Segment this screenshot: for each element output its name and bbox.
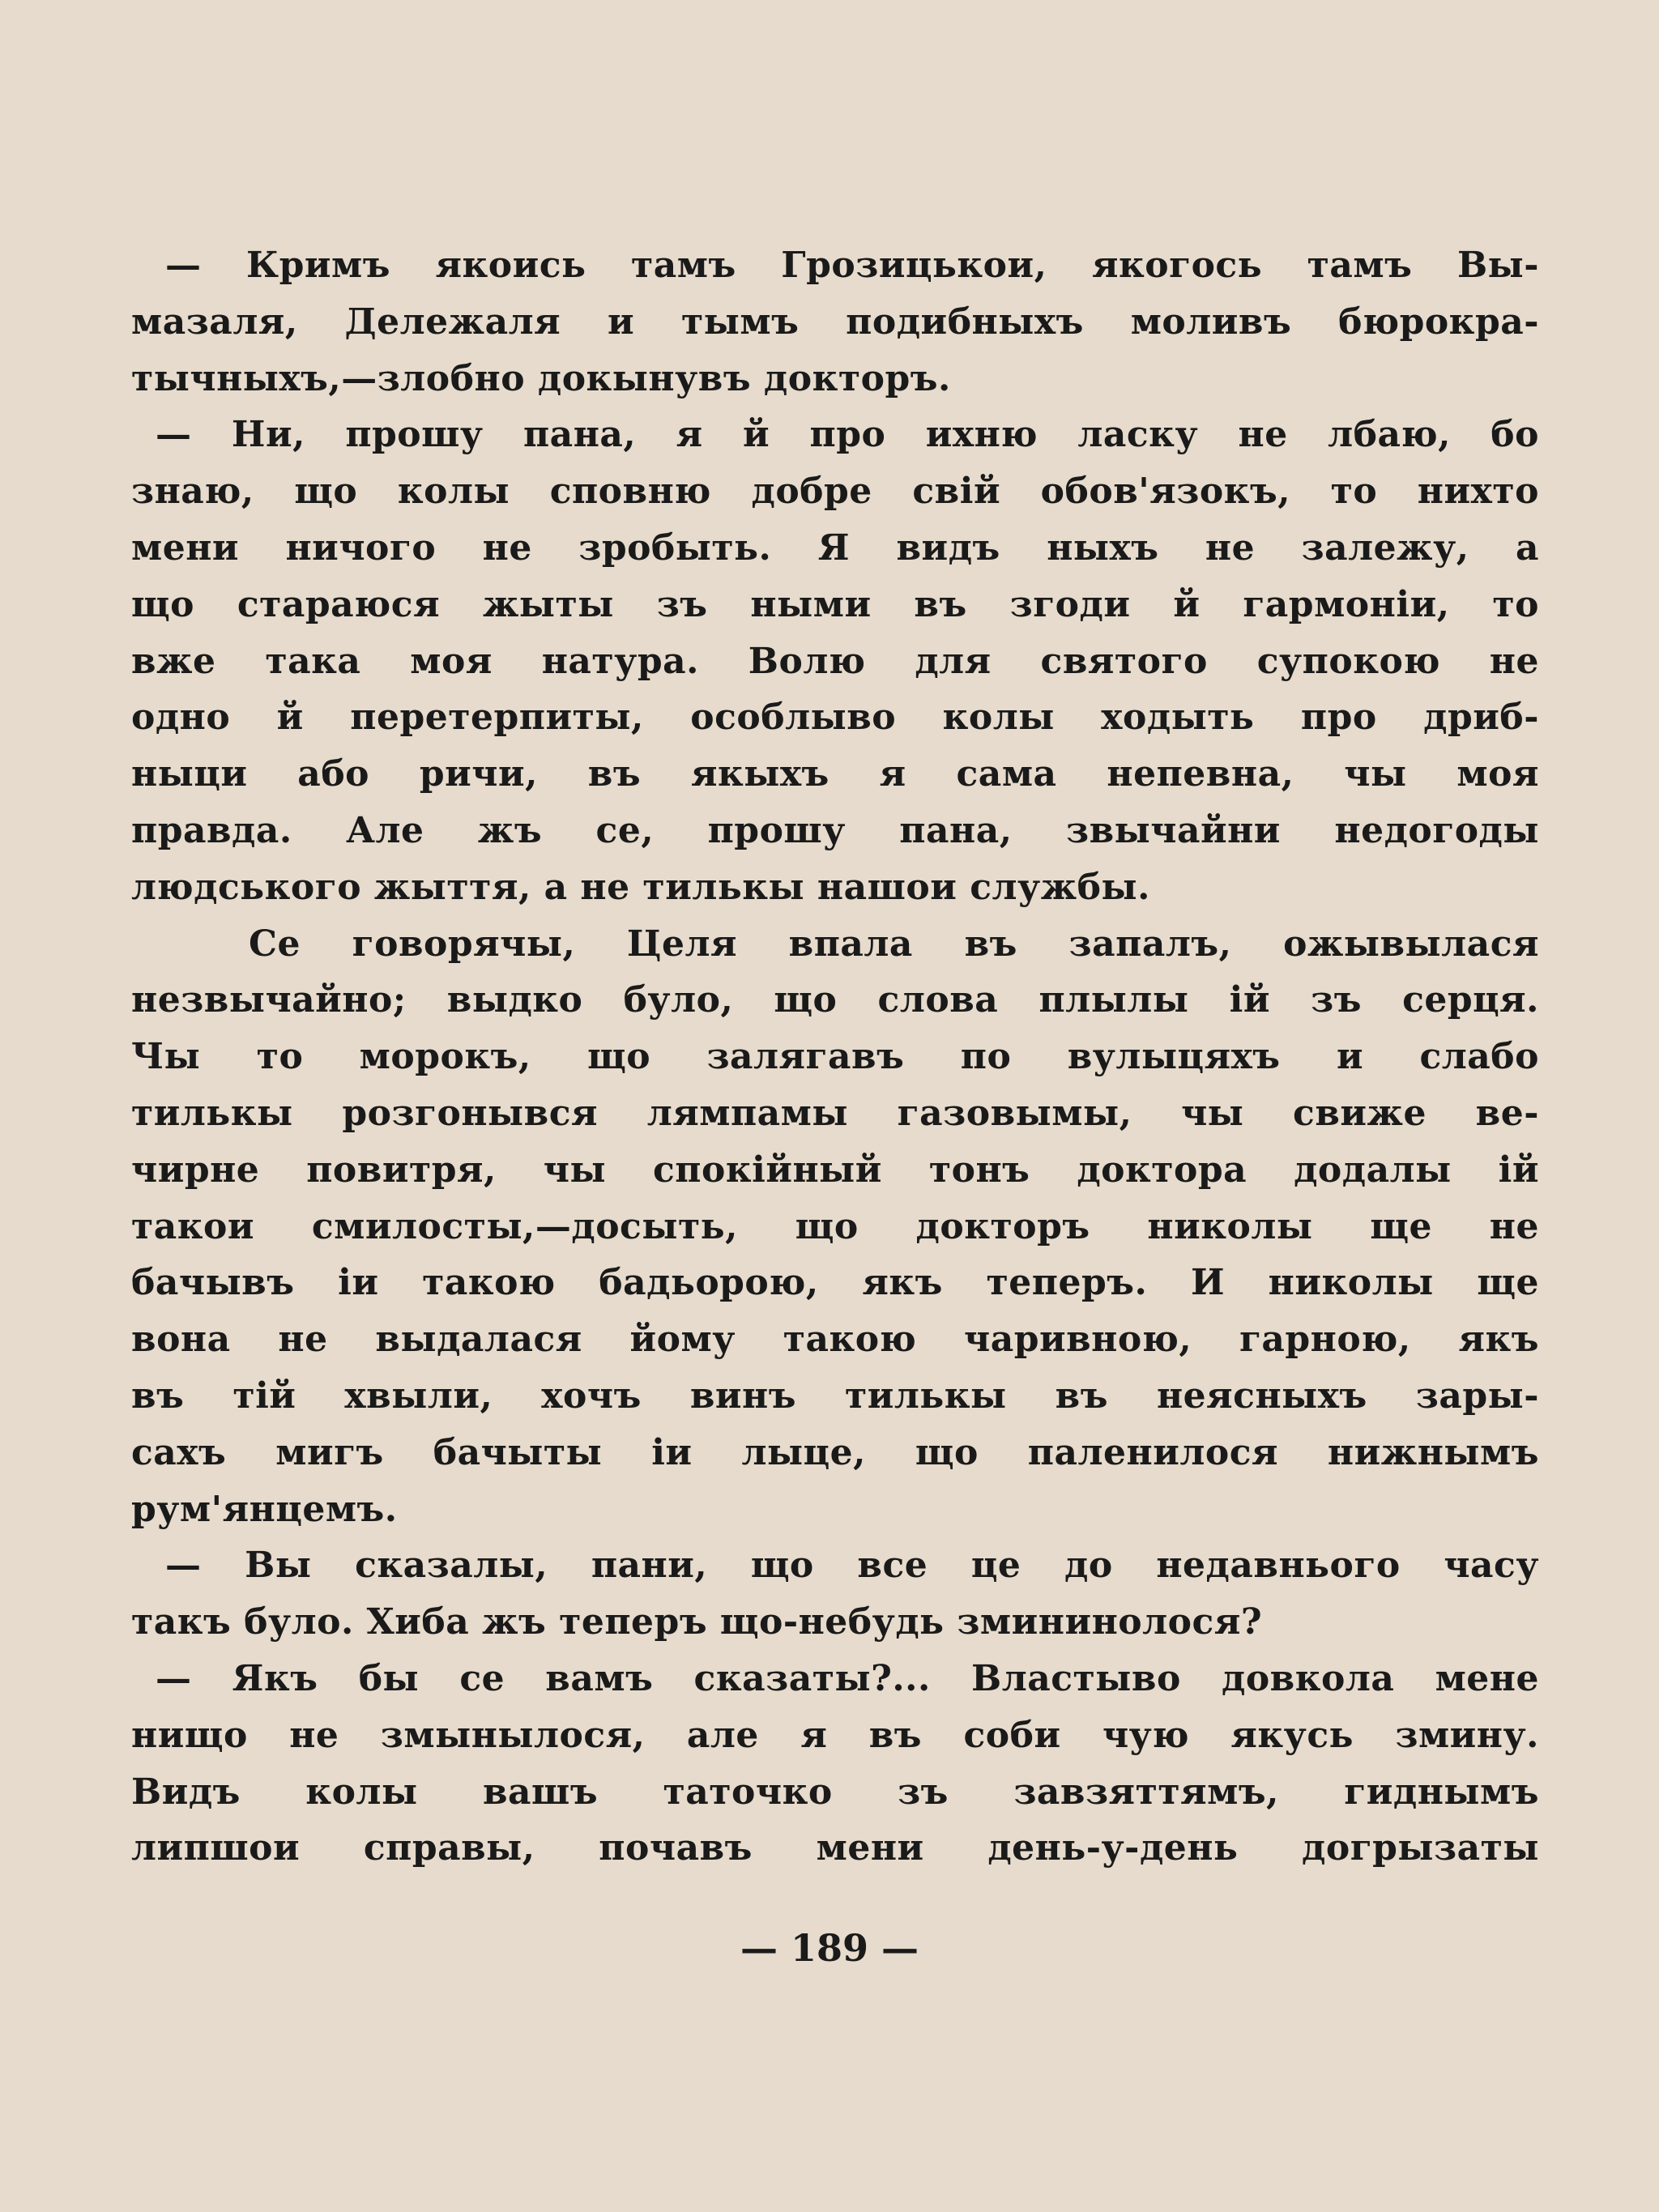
text-line: Видъ колы вашъ таточко зъ завзяттямъ, гиднымъ bbox=[131, 1771, 1539, 1813]
text-line: нищо не змынылося, але я въ соби чую якусь змину. bbox=[131, 1714, 1539, 1756]
text-line: Чы то морокъ, що залягавъ по вулыцяхъ и слабо bbox=[131, 1036, 1539, 1078]
text-line: такъ було. Хиба жъ теперъ що-небудь змининолося? bbox=[131, 1601, 1263, 1643]
text-line: знаю, що колы сповню добре свій обов'язокъ, то нихто bbox=[131, 471, 1539, 513]
text-line: въ тій хвыли, хочъ винъ тилькы въ неясныхъ зары- bbox=[131, 1375, 1539, 1417]
text-line: тычныхъ,—злобно докынувъ докторъ. bbox=[131, 357, 951, 399]
text-line: людського жыття, а не тилькы нашои службы. bbox=[131, 866, 1150, 908]
text-line: одно й перетерпиты, особлыво колы ходыть про дриб- bbox=[131, 697, 1539, 739]
text-line: бачывъ іи такою бадьорою, якъ теперъ. И николы ще bbox=[131, 1262, 1539, 1304]
text-line: мени ничого не зробыть. Я видъ ныхъ не залежу, а bbox=[131, 526, 1539, 569]
text-line: — Кримъ якоись тамъ Грозицькои, якогось тамъ Вы- bbox=[165, 245, 1539, 286]
text-line: чирне повитря, чы спокійный тонъ доктора додалы ій bbox=[131, 1149, 1539, 1191]
page-number: — 189 — bbox=[740, 1926, 919, 1970]
text-line: рум'янцемъ. bbox=[131, 1488, 398, 1530]
text-line: вже така моя натура. Волю для святого супокою не bbox=[131, 640, 1539, 682]
text-line: тилькы розгонывся лямпамы газовымы, чы свиже ве- bbox=[131, 1092, 1539, 1134]
text-line: — Якъ бы се вамъ сказаты?... Властыво довкола мене bbox=[156, 1657, 1539, 1699]
text-line: Се говорячы, Целя впала въ запалъ, ожывылася bbox=[249, 923, 1539, 965]
text-line: що стараюся жыты зъ ными въ згоди й гармоніи, то bbox=[131, 583, 1539, 625]
text-line: липшои справы, почавъ мени день-у-день догрызаты bbox=[131, 1827, 1539, 1869]
text-line: ныци або ричи, въ якыхъ я сама непевна, чы моя bbox=[131, 753, 1539, 795]
text-line: незвычайно; выдко було, що слова плылы ій зъ серця. bbox=[131, 979, 1539, 1021]
text-line: сахъ мигъ бачыты іи лыце, що паленилося нижнымъ bbox=[131, 1431, 1539, 1473]
text-line: мазаля, Дележаля и тымъ подибныхъ моливъ бюрокра- bbox=[131, 300, 1539, 343]
text-line: такои смилосты,—досыть, що докторъ николы ще не bbox=[131, 1205, 1539, 1247]
text-line: правда. Але жъ се, прошу пана, звычайни недогоды bbox=[131, 809, 1539, 851]
text-line: — Ни, прошу пана, я й про ихню ласку не лбаю, бо bbox=[156, 414, 1539, 456]
page-body-text bbox=[131, 237, 1539, 1877]
text-line: — Вы сказалы, пани, що все це до недавнього часу bbox=[165, 1545, 1539, 1587]
text-line: вона не выдалася йому такою чаривною, гарною, якъ bbox=[131, 1319, 1539, 1361]
